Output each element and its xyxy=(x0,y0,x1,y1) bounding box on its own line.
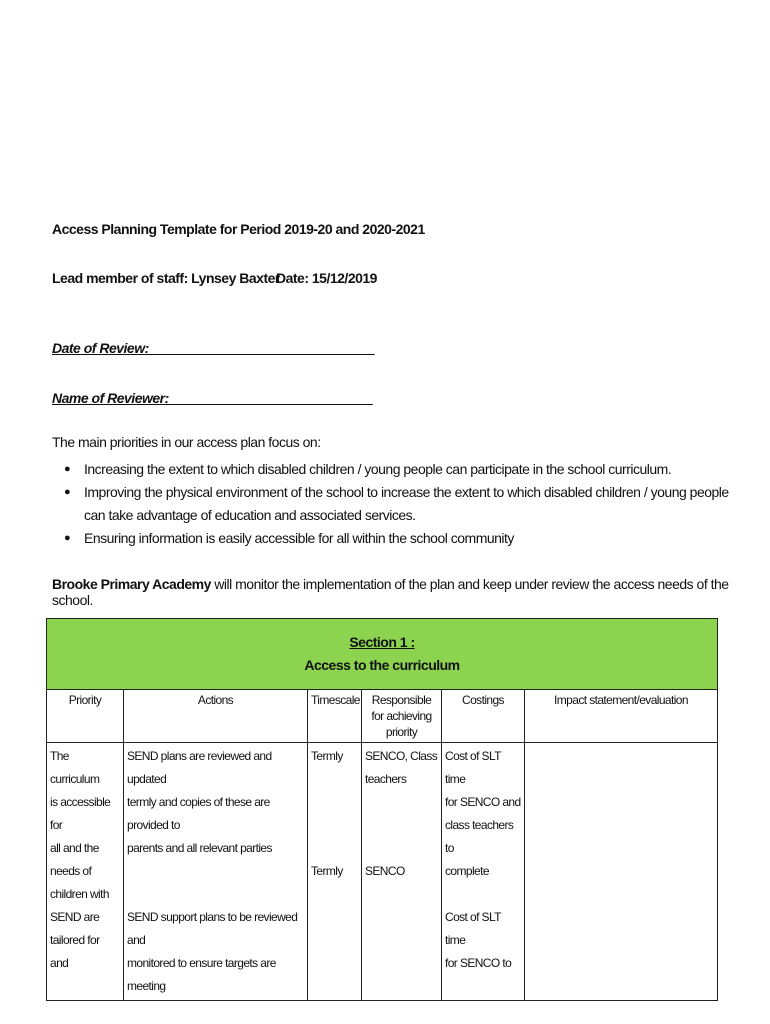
timescale-cell: Termly Termly xyxy=(308,743,362,1001)
section-header xyxy=(47,619,718,690)
column-header: Responsible for achieving priority xyxy=(362,690,442,743)
column-header: Actions xyxy=(124,690,308,743)
actions-cell: SEND plans are reviewed and updated termly and copies of these are provided to parents and all relevant parties SEND support plans to be reviewed and monitored to ensure targets are meeting xyxy=(124,743,308,1001)
column-header: Priority xyxy=(47,690,124,743)
school-name: Brooke Primary Academy xyxy=(52,576,211,592)
lead-member: Lead member of staff: Lynsey Baxter xyxy=(52,270,280,286)
column-header: Timescale xyxy=(308,690,362,743)
column-header: Impact statement/evaluation xyxy=(525,690,718,743)
bullet-icon: ● xyxy=(64,486,71,498)
monitor-statement: Brooke Primary Academy will monitor the implementation of the plan and keep under review the access needs of the school. xyxy=(52,576,729,608)
priorities-intro: The main priorities in our access plan focus on: xyxy=(52,434,321,450)
table-header-row xyxy=(47,690,718,743)
access-plan-table xyxy=(46,618,718,1001)
costings-cell: Cost of SLT time for SENCO and class teachers to complete Cost of SLT time for SENCO to xyxy=(442,743,525,1001)
priority-cell: The curriculum is accessible for all and the needs of children with SEND are tailored for and xyxy=(47,743,124,1001)
document-date: Date: 15/12/2019 xyxy=(276,270,377,286)
list-item: ● Increasing the extent to which disabled children / young people can participate in the school curriculum. xyxy=(64,458,734,481)
priorities-list xyxy=(64,458,734,550)
column-header: Costings xyxy=(442,690,525,743)
section-number: Section 1 : xyxy=(349,634,415,650)
bullet-icon: ● xyxy=(64,463,71,475)
name-of-reviewer-field: Name of Reviewer:____________________________ xyxy=(52,390,373,406)
list-item: ● Improving the physical environment of the school to increase the extent to which disabled children / young people can take advantage of education and associated services. xyxy=(64,481,734,527)
table-row xyxy=(47,743,718,1001)
document-title: Access Planning Template for Period 2019-20 and 2020-2021 xyxy=(52,221,425,237)
responsible-cell: SENCO, Class teachers SENCO xyxy=(362,743,442,1001)
section-name: Access to the curriculum xyxy=(304,657,460,673)
bullet-icon: ● xyxy=(64,532,71,544)
date-of-review-field: Date of Review:_______________________________ xyxy=(52,340,375,356)
list-item: ● Ensuring information is easily accessible for all within the school community xyxy=(64,527,734,550)
impact-cell xyxy=(525,743,718,1001)
